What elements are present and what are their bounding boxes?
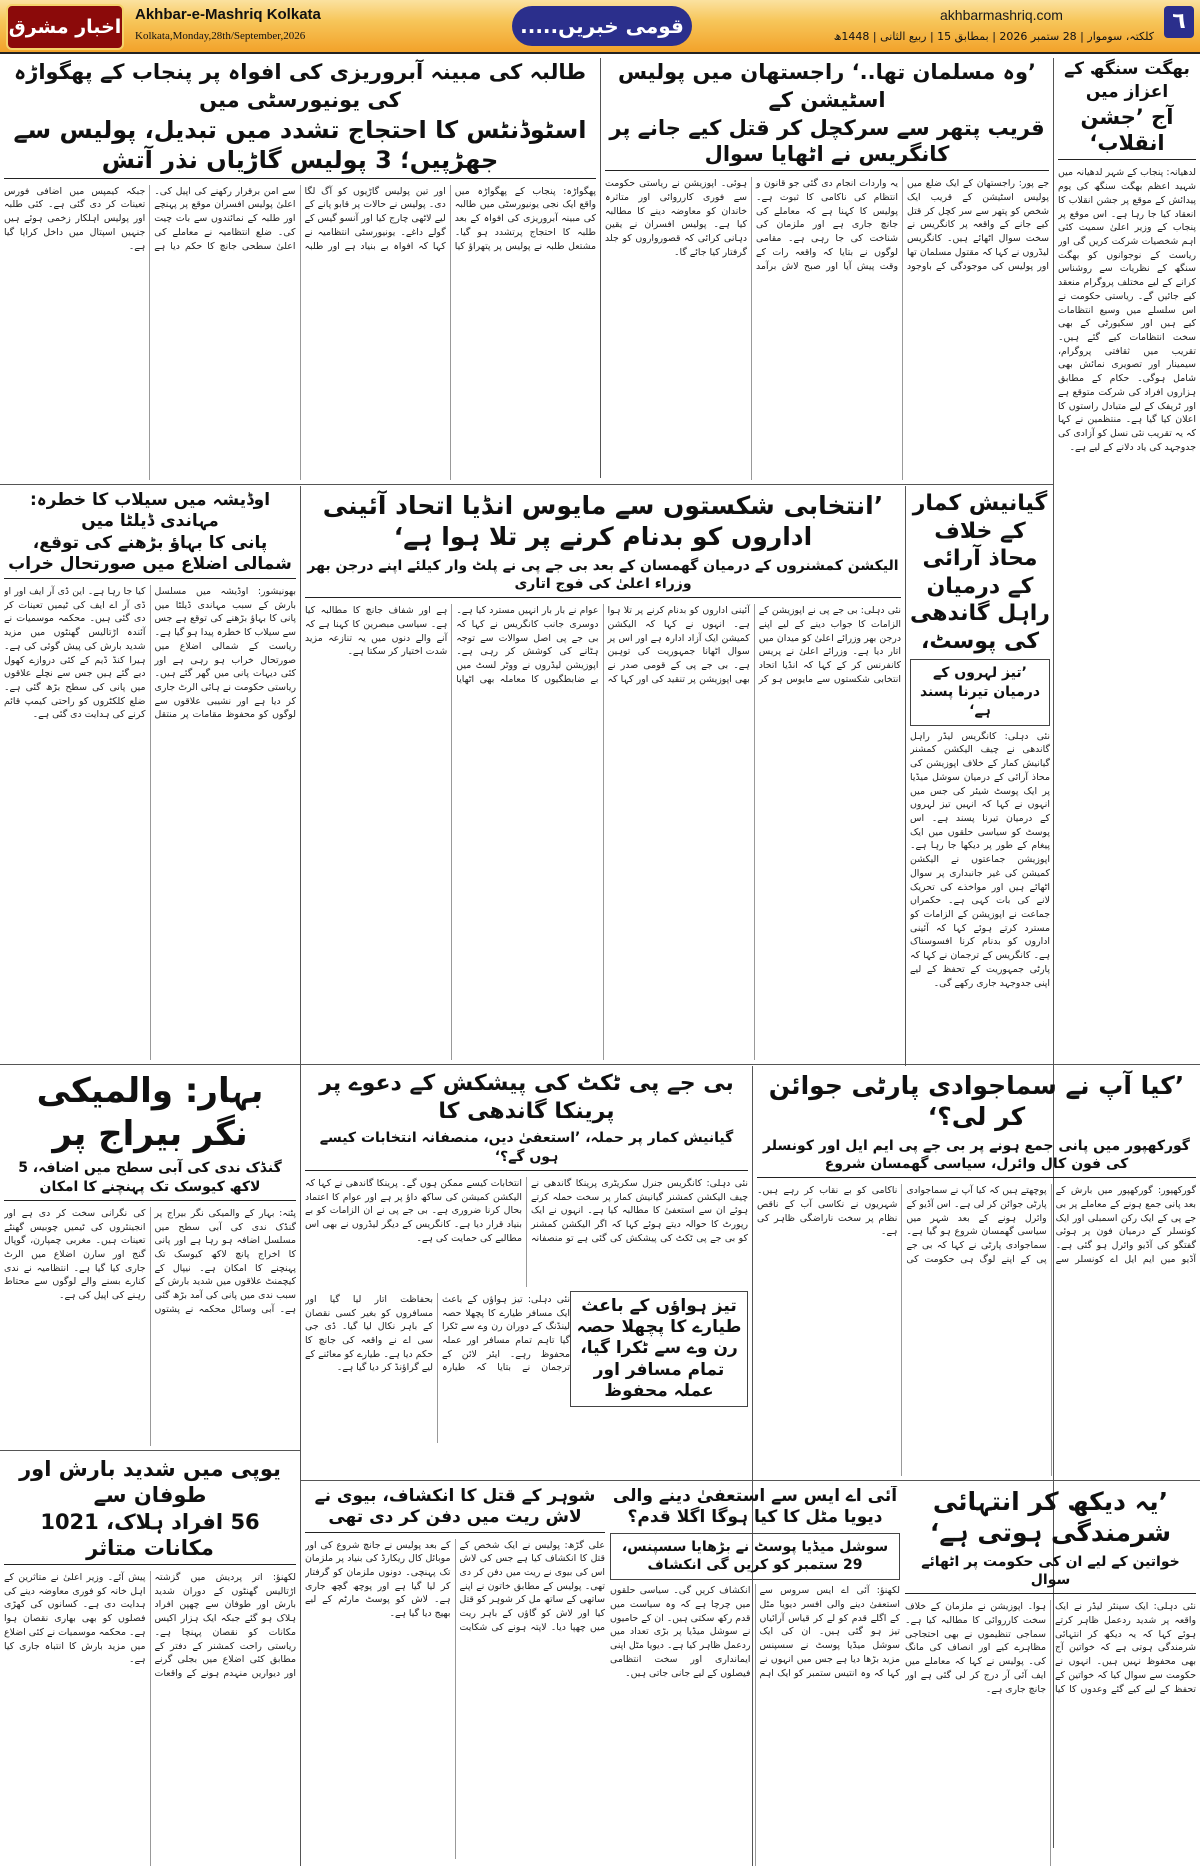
page-number: ٦ [1164,6,1194,38]
story-subheadline: سوشل میڈیا پوسٹ نے بڑھایا سسپنس، 29 ستمبر کو کریں گی انکشاف [610,1533,900,1581]
story-samajwadi-party-call[interactable] [757,1070,1196,1476]
story-subheadline: گنڈک ندی کی آبی سطح میں اضافہ، 5 لاکھ کیوسک تک پہنچنے کا امکان [4,1159,296,1201]
story-headline: بہار: والمیکی نگر بیراج پر [36,1071,264,1154]
story-body: لکھنؤ: اتر پردیش میں گزشتہ اڑتالیس گھنٹوں کے دوران شدید بارش اور طوفان سے چھپن افراد ہلاک ہو گئے جبکہ ایک ہزار اکیس مکانات کو نقصان پہنچا ہے۔ ریاستی راحت کمشنر کے دفتر کے مطابق کئی اضلاع میں بجلی گرنے اور دیواریں منہدم ہونے کے واقعات پیش آئے۔ وزیر اعلیٰ نے متاثرین کے اہل خانہ کو فوری معاوضہ دینے کی ہدایت دی ہے۔ کسانوں کی کھڑی فصلوں کو بھی بھاری نقصان ہوا ہے۔ محکمہ موسمیات نے کئی اضلاع میں مزید بارش کا انتباہ جاری کیا ہے۔ [4,1572,296,1680]
story-body: جے پور: راجستھان کے ایک ضلع میں پولیس اسٹیشن کے قریب ایک شخص کو پتھر سے سر کچل کر قتل کیے جانے کے واقعہ پر کانگریس نے سخت سوال اٹھائے ہیں۔ کانگریس لیڈروں نے کہا کہ مقتول مسلمان تھا اور پولیس کی موجودگی کے باوجود یہ واردات انجام دی گئی جو قانون و انتظام کی ناکامی کا ثبوت ہے۔ پولیس کا کہنا ہے کہ معاملے کی جانچ جاری ہے اور ملزمان کی شناخت کی جا رہی ہے۔ مقامی لوگوں نے بتایا کہ واقعہ رات کے وقت پیش آیا اور صبح لاش برآمد ہوئی۔ اپوزیشن نے ریاستی حکومت سے فوری کارروائی اور متاثرہ خاندان کو معاوضہ دینے کا مطالبہ کیا ہے۔ پولیس افسران نے یقین دہانی کرائی کہ قصورواروں کو جلد گرفتار کیا جائے گا۔ [605,178,1049,272]
story-headline: قریب پتھر سے سرکچل کر قتل کیے جانے پر کانگریس نے اٹھایا سوال [605,115,1049,172]
inner-story-body: نئی دہلی: تیز ہواؤں کے باعث ایک مسافر طیارے کا پچھلا حصہ لینڈنگ کے دوران رن وے سے ٹکرا گیا تاہم تمام مسافر اور عملہ محفوظ رہے۔ ایئر لائن کے ترجمان نے بتایا کہ طیارہ بحفاظت اتار لیا گیا اور مسافروں کو بغیر کسی نقصان کے باہر نکال لیا گیا۔ ڈی جی سی اے نے واقعہ کی جانچ کا حکم دیا ہے۔ طیارے کو معائنے کے لیے گراؤنڈ کر دیا گیا ہے۔ [305,1293,570,1374]
row-divider [0,1064,1200,1065]
story-body: گورکھپور: گورکھپور میں بارش کے بعد پانی جمع ہونے کے معاملے پر بی جے پی کے ایک رکن اسمبلی اور ایک کونسلر کے درمیان فون پر ہوئی گفتگو کی آڈیو وائرل ہو گئی ہے۔ آڈیو میں ایم ایل اے کونسلر سے پوچھتے ہیں کہ کیا آپ نے سماجوادی پارٹی جوائن کر لی ہے۔ اس آڈیو کے وائرل ہونے کے بعد شہر میں سیاسی گھمسان شروع ہو گیا ہے۔ سماجوادی پارٹی نے کہا کہ بی جے پی کے اپنے لوگ ہی حکومت کی ناکامی کو بے نقاب کر رہے ہیں۔ شہریوں نے نکاسی آب کے ناقص نظام پر سخت ناراضگی ظاہر کی ہے۔ [757,1185,1196,1265]
paper-logo: اخبار مشرق [6,4,124,50]
story-body: نئی دہلی: کانگریس لیڈر راہل گاندھی نے چیف الیکشن کمشنر گیانیش کمار کے خلاف اپوزیشن کی محاذ آرائی کے درمیان سوشل میڈیا پر ایک پوسٹ شیئر کی جس میں انہوں نے کہا کہ انہیں تیز لہروں کے درمیان تیرنا پسند ہے۔ اس پوسٹ کو سیاسی حلقوں میں ایک پیغام کے طور پر دیکھا جا رہا ہے۔ اپوزیشن جماعتوں نے الیکشن کمیشن کی غیر جانبداری پر سوال اٹھائے ہیں اور مواخذے کی تحریک لانے کی بات کہی ہے۔ حکمراں جماعت نے اپوزیشن کے الزامات کو مسترد کرتے ہوئے کہا کہ آئینی اداروں کو بدنام کرنا افسوسناک ہے۔ کانگریس کے ترجمان نے کہا کہ پارٹی جمہوریت کے تحفظ کے لیے اپنی جدوجہد جاری رکھے گی۔ [910,730,1050,989]
story-kicker: طالبہ کی مبینہ آبروریزی کی افواہ پر پنجاب کے پھگواڑہ کی یونیورسٹی میں [13,60,587,113]
inner-story-headline: تیز ہواؤں کے باعث طیارے کا پچھلا حصہ رن وے سے ٹکرا گیا، تمام مسافر اور عملہ محفوظ [570,1291,748,1407]
story-body: لکھنؤ: آئی اے ایس سروس سے استعفیٰ دینے والی افسر دیویا مٹل کے اگلے قدم کو لے کر قیاس آرائیاں تیز ہو گئی ہیں۔ ان کی ایک سوشل میڈیا پوسٹ نے سسپنس مزید بڑھا دیا ہے جس میں انہوں نے کہا کہ وہ انتیس ستمبر کو ایک اہم انکشاف کریں گی۔ سیاسی حلقوں میں چرچا ہے کہ وہ سیاست میں قدم رکھ سکتی ہیں۔ ان کے حامیوں نے سوشل میڈیا پر بڑی تعداد میں ردعمل ظاہر کیا ہے۔ دیویا مٹل اپنی ایمانداری اور سخت انتظامی فیصلوں کے لیے جانی جاتی ہیں۔ [610,1585,900,1679]
story-body: لدھیانہ: پنجاب کے شہر لدھیانہ میں شہید اعظم بھگت سنگھ کی یوم پیدائش کے موقع پر جشن انقلاب کا انعقاد کیا جا رہا ہے۔ اس موقع پر پنجاب کے وزیر اعلیٰ سمیت کئی اہم شخصیات شرکت کریں گی اور ریاست کے نوجوانوں کو بھگت سنگھ کے نظریات سے روشناس کرانے کے لیے مختلف پروگرام منعقد کیے جائیں گے۔ ریاستی حکومت نے اس سلسلے میں وسیع انتظامات کیے ہیں اور سکیورٹی کے بھی سخت انتظامات کیے گئے ہیں۔ تقریب میں ثقافتی پروگرام، سیمینار اور تصویری نمائش بھی شامل ہوگی۔ حکام کے مطابق ہزاروں افراد کی شرکت متوقع ہے اور ٹریفک کے لیے متبادل راستوں کا اعلان کیا گیا ہے۔ منتظمین نے کہا کہ یہ تقریب نئی نسل کو آزادی کی جدوجہد کی یاد دلانے کے لیے ہے۔ [1058,167,1196,453]
story-body: علی گڑھ: پولیس نے ایک شخص کے قتل کا انکشاف کیا ہے جس کی لاش اس کی بیوی نے ریت میں دفن کر دی تھی۔ پولیس کے مطابق خاتون نے اپنے ساتھی کے ساتھ مل کر شوہر کو قتل کیا اور لاش کو گاؤں کے باہر ریت میں چھپا دیا۔ لاپتہ ہونے کی شکایت کے بعد پولیس نے جانچ شروع کی اور موبائل کال ریکارڈ کی بنیاد پر ملزمان تک پہنچی۔ دونوں ملزمان کو گرفتار کر لیا گیا ہے اور پوچھ گچھ جاری ہے۔ لاش کو پوسٹ مارٹم کے لیے بھیج دیا گیا ہے۔ [305,1539,605,1633]
column-divider [905,486,906,1066]
story-subheadline: گورکھپور میں پانی جمع ہونے پر بی جے پی ایم ایل اور کونسلر کی فون کال وائرل، سیاسی گھمسان شروع [757,1137,1196,1179]
story-subheadline: گیانیش کمار پر حملہ، ’استعفیٰ دیں، منصفانہ انتخابات کیسے ہوں گے؟‘ [305,1129,748,1171]
story-kicker: ’وہ مسلمان تھا..‘ راجستھان میں پولیس اسٹیشن کے [618,60,1036,113]
story-body: نئی دہلی: کانگریس جنرل سکریٹری پرینکا گاندھی نے چیف الیکشن کمشنر گیانیش کمار پر سخت حملہ کرتے ہوئے ان سے استعفیٰ کا مطالبہ کیا ہے۔ انہوں نے ایک رپورٹ کا حوالہ دیتے ہوئے کہا کہ اگر الیکشن کمشنر کو بی جے پی ٹکٹ کی پیشکش کی گئی ہے تو منصفانہ انتخابات کیسے ممکن ہوں گے۔ پرینکا گاندھی نے کہا کہ الیکشن کمیشن کی ساکھ داؤ پر ہے اور عوام کا اعتماد بحال کرنا ضروری ہے۔ بی جے پی نے ان الزامات کو بے بنیاد قرار دیا ہے۔ کانگریس کے دیگر لیڈروں نے بھی اس مطالبے کی حمایت کی ہے۔ [305,1177,748,1244]
story-extreme-shame[interactable] [905,1486,1196,1866]
story-headline: ’انتخابی شکستوں سے مایوس انڈیا اتحاد آئینی اداروں کو بدنام کرنے پر تلا ہوا ہے‘ [322,491,884,552]
story-headline: ’کیا آپ نے سماجوادی پارٹی جوائن کر لی؟‘ [768,1071,1185,1132]
story-headline: شوہر کے قتل کا انکشاف، بیوی نے لاش ریت میں دفن کر دی تھی [305,1486,605,1533]
row-divider [0,1450,300,1451]
story-subheadline: خواتین کے لیے ان کی حکومت پر اٹھائے سوال [905,1553,1196,1595]
column-divider [300,486,301,1866]
story-subheadline: ’تیز لہروں کے درمیان تیرنا پسند ہے‘ [910,659,1050,726]
dateline-urdu: کلکتہ، سوموار | 28 ستمبر 2026 | بمطابق 15 | ربیع الثانی | 1448ھ [833,30,1154,43]
story-odisha-flood[interactable] [4,490,296,1060]
story-up-rain-storm[interactable] [4,1456,296,1866]
paper-name-english: Akhbar-e-Mashriq Kolkata [135,6,321,23]
masthead [0,0,1200,54]
column-divider [600,58,601,478]
story-divya-mittal[interactable] [610,1486,900,1866]
story-kicker: اوڈیشہ میں سیلاب کا خطرہ: مہاندی ڈیلٹا میں [29,490,271,532]
section-banner: قومی خبریں..... [512,6,692,46]
site-url[interactable]: akhbarmashriq.com [940,7,1063,23]
story-headline: ’یہ دیکھ کر انتہائی شرمندگی ہوتی ہے‘ [929,1487,1172,1548]
story-headline: اسٹوڈنٹس کا احتجاج تشدد میں تبدیل، پولیس سے جھڑپیں؛ 3 پولیس گاڑیاں نذر آتش [4,115,596,179]
story-headline: کے درمیان راہل گاندھی کی پوسٹ، [910,573,1050,654]
row-divider [300,1480,1200,1481]
story-husband-murder[interactable] [305,1486,605,1866]
story-body: نئی دہلی: بی جے پی نے اپوزیشن کے الزامات کا جواب دینے کے لیے اپنے درجن بھر وزرائے اعلیٰ کو میدان میں اتار دیا ہے۔ وزرائے اعلیٰ نے پریس کانفرنس کر کے کہا کہ انڈیا اتحاد انتخابی شکستوں سے مایوس ہو کر آئینی اداروں کو بدنام کرنے پر تلا ہوا ہے۔ انہوں نے کہا کہ الیکشن کمیشن ایک آزاد ادارہ ہے اور اس پر سوال اٹھانا جمہوریت کی توہین ہے۔ بی جے پی کے قومی صدر نے بھی اپوزیشن پر تنقید کی اور کہا کہ عوام نے بار بار انہیں مسترد کیا ہے۔ دوسری جانب کانگریس نے کہا کہ بی جے پی اصل سوالات سے توجہ ہٹانے کی کوشش کر رہی ہے۔ اپوزیشن لیڈروں نے ووٹر لسٹ میں بے ضابطگیوں کا معاملہ بھی اٹھایا ہے اور شفاف جانچ کا مطالبہ کیا ہے۔ سیاسی مبصرین کا کہنا ہے کہ آنے والے دنوں میں یہ تنازعہ مزید شدت اختیار کر سکتا ہے۔ [305,605,901,685]
story-body: پھگواڑہ: پنجاب کے پھگواڑہ میں واقع ایک نجی یونیورسٹی میں طالبہ کی مبینہ آبروریزی کی افواہ کے بعد طلبہ کا احتجاج پرتشدد ہو گیا۔ مشتعل طلبہ نے پولیس پر پتھراؤ کیا اور تین پولیس گاڑیوں کو آگ لگا دی۔ پولیس نے حالات پر قابو پانے کے لیے لاٹھی چارج کیا اور آنسو گیس کے گولے داغے۔ یونیورسٹی انتظامیہ نے کہا کہ افواہ بے بنیاد ہے اور طلبہ سے امن برقرار رکھنے کی اپیل کی۔ اعلیٰ پولیس افسران موقع پر پہنچے اور طلبہ کے نمائندوں سے بات چیت کی۔ ضلع انتظامیہ نے معاملے کی اعلیٰ سطحی جانچ کا حکم دیا ہے جبکہ کیمپس میں اضافی فورس تعینات کر دی گئی ہے۔ کئی طلبہ اور پولیس اہلکار زخمی ہوئے ہیں جنہیں اسپتال میں داخل کرایا گیا ہے۔ [4,185,596,252]
story-phagwara-university[interactable] [4,58,596,480]
story-bjp-chief-ministers[interactable] [305,490,901,1060]
story-bihar-barrage[interactable] [4,1070,296,1446]
row-divider [0,484,1053,485]
story-priyanka-gandhi[interactable] [305,1070,748,1476]
story-headline: پانی کا بہاؤ بڑھنے کی توقع، شمالی اضلاع میں صورتحال خراب [4,533,296,580]
story-rajasthan-murder[interactable] [605,58,1049,480]
story-body: پٹنہ: بہار کے والمیکی نگر بیراج پر گنڈک ندی کی آبی سطح میں مسلسل اضافہ ہو رہا ہے اور پانی کا اخراج پانچ لاکھ کیوسک تک پہنچنے کا امکان ہے۔ نیپال کے کیچمنٹ علاقوں میں شدید بارش کے سبب ندی میں پانی کی آمد بڑھ گئی ہے۔ آبی وسائل محکمہ نے پشتوں کی نگرانی سخت کر دی ہے اور انجینئروں کی ٹیمیں چوبیس گھنٹے تعینات ہیں۔ مغربی چمپارن، گوپال گنج اور سارن اضلاع میں الرٹ جاری کیا گیا ہے۔ انتظامیہ نے ندی کنارے بسنے والے لوگوں سے محتاط رہنے کی اپیل کی ہے۔ [4,1207,296,1315]
story-kicker: بھگت سنگھ کے اعزاز میں [1064,59,1190,102]
story-kicker: آئی اے ایس سے استعفیٰ دینے والی دیویا مٹل کا کیا ہوگا اگلا قدم؟ [612,1486,898,1528]
story-headline: بی جے پی ٹکٹ کی پیشکش کے دعوے پر پرینکا گاندھی کا [319,1071,734,1124]
story-subheadline: الیکشن کمشنروں کے درمیان گھمسان کے بعد بی جے پی نے پلٹ وار کیلئے اپنے درجن بھر وزراء اعلیٰ کی فوج اتاری [305,557,901,599]
story-headline: آج ’جشن انقلاب‘ [1058,104,1196,161]
story-body: نئی دہلی: ایک سینئر لیڈر نے ایک واقعہ پر شدید ردعمل ظاہر کرتے ہوئے کہا کہ یہ دیکھ کر انتہائی شرمندگی ہوتی ہے کہ خواتین آج بھی محفوظ نہیں ہیں۔ انہوں نے حکومت سے سوال کیا کہ خواتین کے تحفظ کے لیے کیے گئے وعدوں کا کیا ہوا۔ اپوزیشن نے ملزمان کے خلاف سخت کارروائی کا مطالبہ کیا ہے۔ سماجی تنظیموں نے بھی احتجاجی مظاہرے کیے اور انصاف کی مانگ کی۔ پولیس نے کہا کہ معاملے میں ایف آئی آر درج کر لی گئی ہے اور جانچ جاری ہے۔ [905,1601,1196,1695]
story-subheadline: 56 افراد ہلاک، 1021 مکانات متاثر [4,1509,296,1566]
story-kicker: گیانیش کمار کے خلاف محاذ آرائی [912,491,1048,571]
story-body: بھونیشور: اوڈیشہ میں مسلسل بارش کے سبب مہاندی ڈیلٹا میں پانی کا بہاؤ بڑھنے کی توقع ہے جس سے سیلاب کا خطرہ پیدا ہو گیا ہے۔ ریاست کے شمالی اضلاع میں صورتحال خراب ہو رہی ہے اور کئی دیہات پانی میں گھر گئے ہیں۔ ریاستی حکومت نے ہائی الرٹ جاری کر دیا ہے اور نشیبی علاقوں سے لوگوں کو محفوظ مقامات پر منتقل کیا جا رہا ہے۔ این ڈی آر ایف اور او ڈی آر اے ایف کی ٹیمیں تعینات کر دی گئی ہیں۔ محکمہ موسمیات نے آئندہ اڑتالیس گھنٹوں میں مزید شدید بارش کی پیش گوئی کی ہے۔ ہیرا کنڈ ڈیم کے کئی دروازے کھول دیے گئے ہیں جس سے نچلے علاقوں میں پانی کی سطح بڑھ گئی ہے۔ ضلع کلکٹروں کو راحتی کیمپ قائم کرنے کی ہدایت دی گئی ہے۔ [4,586,296,721]
story-rahul-gandhi-post[interactable] [910,490,1050,1060]
story-headline: یوپی میں شدید بارش اور طوفان سے [19,1457,281,1508]
story-bhagat-singh[interactable] [1058,58,1196,1058]
dateline-english: Kolkata,Monday,28th/September,2026 [135,30,306,42]
